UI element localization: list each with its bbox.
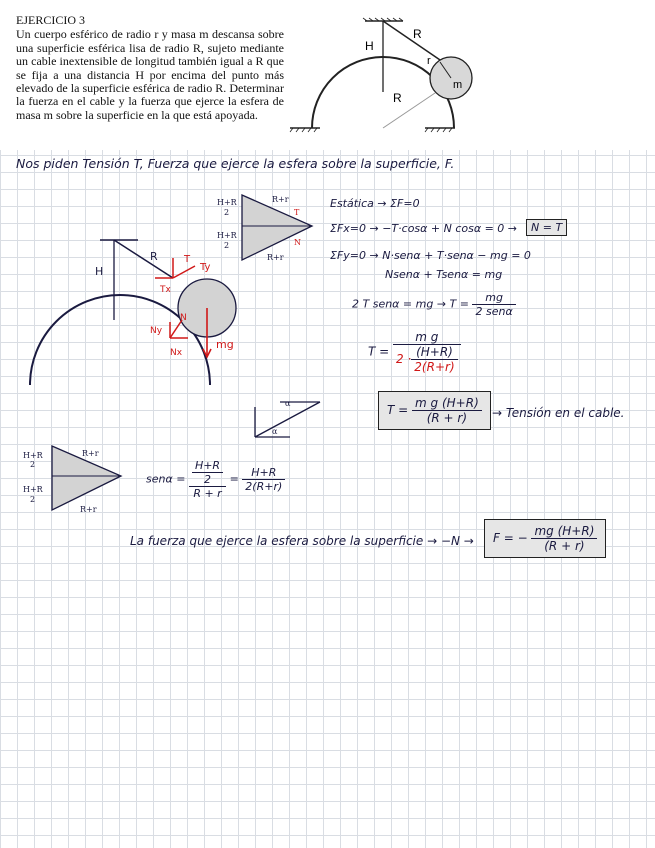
sketch-label-mg: mg xyxy=(216,338,234,351)
sketch-label-n: N xyxy=(180,313,187,323)
sketch-label-ty: Ty xyxy=(200,262,211,273)
static-line: Estática → ΣF=0 xyxy=(330,197,420,210)
problem-figure xyxy=(285,18,485,138)
angle-alpha-2: α xyxy=(272,427,278,436)
figure-label-r-surface: R xyxy=(393,91,402,105)
final-text: La fuerza que ejerce la esfera sobre la superficie → −N → xyxy=(130,534,474,548)
tri-mid-left: H+R xyxy=(217,231,237,240)
sum-y-line: ΣFy=0 → N·senα + T·senα − mg = 0 xyxy=(330,249,531,262)
line-3-fraction: $\frac{mg}{\text{2 senα}}$ xyxy=(472,291,515,318)
intro-note: Nos piden Tensión T, Fuerza que ejerce la esfera sobre la superficie, F. xyxy=(16,156,455,171)
t-expression-fraction: m g 2 · $\frac{(H+R)}{2(R+r)}$ xyxy=(393,330,461,374)
sketch-label-ny: Ny xyxy=(150,326,163,336)
problem-statement xyxy=(16,14,284,122)
sum-x-line: ΣFx=0 → −T·cosα + N cosα = 0 → xyxy=(330,222,518,235)
exercise-text: Un cuerpo esférico de radio r y masa m descansa sobre una superficie esférica lisa de radio R, sujeto mediante un cable inextensible de longitud también igual a R que se fija a una distancia H por encima del punto más elevado de la superficie esférica de radio R. Determinar la fuerza en el cable y la fuerza que ejerce la esfera de masa m sobre la superficie en la que está apoyada. xyxy=(16,27,284,122)
sketch-label-h: H xyxy=(95,265,104,278)
tri2-top-left-den: 2 xyxy=(30,460,36,469)
tri2-bottom-label: R+r xyxy=(80,505,97,514)
tri-mid-left-den: 2 xyxy=(224,241,230,250)
tri2-top-left: H+R xyxy=(23,451,43,460)
tension-label: → Tensión en el cable. xyxy=(492,406,625,420)
tri-top-label: R+r xyxy=(272,195,289,204)
tri-n-label: N xyxy=(294,238,301,247)
line-3-text: 2 T senα = mg → T = xyxy=(352,297,469,311)
tri-bottom-label: R+r xyxy=(267,253,284,262)
figure-label-r-cable: R xyxy=(413,27,422,41)
angle-sketch xyxy=(250,392,325,442)
force-triangle-bottom xyxy=(18,442,138,517)
sketch-label-r: R xyxy=(150,250,158,263)
tri2-mid-left-den: 2 xyxy=(30,495,36,504)
n-equals-t-box: N = T xyxy=(526,219,567,236)
tri-top-left: H+R xyxy=(217,198,237,207)
angle-alpha-1: α xyxy=(285,399,291,408)
figure-label-r: r xyxy=(427,55,431,67)
sen-expression: senα = $\frac{\frac{H+R}{2}}{R + r}$ = $\frac{H+R}{2(R+r)}$ xyxy=(146,459,285,500)
sketch-label-tx: Tx xyxy=(160,285,171,295)
force-result-box: F = − $\frac{mg (H+R)}{(R + r)}$ xyxy=(484,519,606,558)
exercise-title: EJERCICIO 3 xyxy=(16,13,85,27)
sketch-label-nx: Nx xyxy=(170,348,183,358)
sketch-label-t: T xyxy=(184,254,191,265)
line-2: Nsenα + Tsenα = mg xyxy=(385,268,503,281)
tri2-top-label: R+r xyxy=(82,449,99,458)
t-expression: T = m g 2 · $\frac{(H+R)}{2(R+r)}$ xyxy=(368,330,461,374)
tri-top-left-den: 2 xyxy=(224,208,230,217)
figure-label-m: m xyxy=(453,79,463,91)
force-triangle-top xyxy=(212,190,322,270)
tri2-mid-left: H+R xyxy=(23,485,43,494)
figure-label-h: H xyxy=(365,39,374,53)
line-3 xyxy=(352,291,516,318)
tri-t-label: T xyxy=(294,208,300,217)
tension-result-box: T = $\frac{\text{m g (H+R)}}{(R + r)}$ xyxy=(378,391,491,430)
